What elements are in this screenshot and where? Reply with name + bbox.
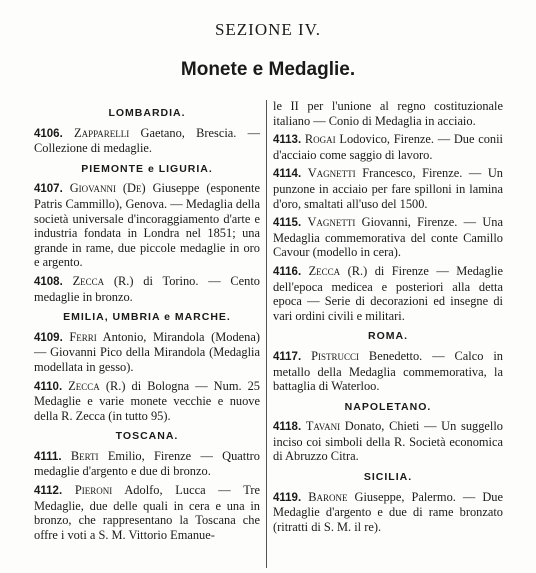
- entry-number: 4119.: [273, 491, 302, 504]
- entry-text: Lodovico, Firenze. — Due conii d'acciaio come saggio di lavoro.: [273, 132, 503, 162]
- catalog-entry: [273, 215, 503, 260]
- catalog-entry: [34, 330, 260, 375]
- catalog-entry: [34, 181, 260, 270]
- entry-text: Antonio, Mirandola (Modena) — Giovanni Pico della Mirandola (Medaglia modellata in gesso).: [34, 329, 260, 374]
- region-heading: SICILIA.: [363, 471, 413, 484]
- entry-number: 4109.: [34, 331, 63, 344]
- entry-text: Donato, Chieti — Un suggello inciso coi simboli della R. Società economica di Abruzzo Citra.: [273, 419, 503, 464]
- entry-number: 4106.: [34, 127, 63, 140]
- entry-number: 4107.: [34, 183, 63, 196]
- region-heading: TOSCANA.: [115, 430, 179, 443]
- entry-number: 4117.: [273, 350, 302, 363]
- exhibitor-name: Berti: [70, 448, 99, 463]
- catalog-entry: [273, 132, 503, 162]
- entry-number: 4113.: [273, 134, 302, 147]
- region-heading: ROMA.: [368, 330, 408, 343]
- catalog-entry: [34, 274, 260, 304]
- column-divider: [266, 100, 267, 568]
- region-heading: NAPOLETANO.: [344, 400, 432, 413]
- exhibitor-name: Vagnetti: [307, 215, 356, 230]
- left-column: [34, 100, 260, 546]
- exhibitor-name: Barone: [308, 489, 348, 504]
- region-heading: EMILIA, UMBRIA e MARCHE.: [63, 311, 231, 324]
- catalog-entry: [34, 379, 260, 424]
- entry-number: 4108.: [34, 275, 63, 288]
- exhibitor-name: Pieroni: [74, 483, 113, 498]
- exhibitor-name: Zecca: [308, 263, 341, 278]
- entry-text: Gaetano, Brescia. — Collezione di medaglie.: [34, 125, 260, 156]
- entry-number: 4111.: [34, 450, 62, 463]
- exhibitor-name: Giovanni (De): [69, 181, 146, 196]
- region-heading: LOMBARDIA.: [108, 107, 186, 119]
- entry-number: 4118.: [273, 421, 302, 434]
- entry-continuation: le II per l'unione al regno costituzionale italiano — Conio di Medaglia in acciaio.: [273, 99, 503, 128]
- exhibitor-name: Rogai: [304, 132, 336, 147]
- entry-text: Giuseppe, Palermo. — Due Medaglie d'argento e due di rame bronzato (ritratti di S. M. il re).: [273, 489, 503, 534]
- exhibitor-name: Pistrucci: [311, 348, 359, 363]
- entry-text: Emilio, Firenze — Quattro medaglie d'argento e due di bronzo.: [34, 448, 260, 479]
- catalog-entry: [273, 166, 503, 211]
- entry-text: (R.) di Torino. — Cento medaglie in bronzo.: [34, 273, 260, 304]
- entry-number: 4116.: [273, 265, 302, 278]
- region-heading: PIEMONTE e LIGURIA.: [81, 162, 213, 175]
- entry-text: Adolfo, Lucca — Tre Medaglie, due delle quali in cera e una in bronzo, che rappresentano la Toscana che offre i voti a S. M. Vittorio Emanue-: [34, 483, 260, 542]
- right-column: [273, 99, 503, 538]
- catalog-entry: [34, 126, 260, 156]
- catalog-entry: [273, 264, 503, 323]
- exhibitor-name: Tavani: [305, 419, 341, 434]
- exhibitor-name: Zecca: [68, 378, 100, 393]
- entry-text: Benedetto. — Calco in metallo della Medaglia commemorativa, la battaglia di Waterloo.: [273, 348, 503, 394]
- entry-number: 4114.: [273, 168, 302, 181]
- entry-number: 4115.: [273, 217, 302, 230]
- entry-text: Giovanni, Firenze. — Una Medaglia commemorativa del conte Camillo Cavour (modello in cera).: [273, 215, 503, 260]
- entry-number: 4110.: [34, 380, 63, 393]
- exhibitor-name: Vagnetti: [307, 166, 356, 181]
- exhibitor-name: Zapparelli: [74, 125, 130, 140]
- catalog-entry: [34, 449, 260, 479]
- section-heading: SEZIONE IV.: [214, 20, 322, 39]
- catalog-entry: [273, 349, 503, 394]
- page-title: Monete e Medaglie.: [180, 59, 356, 80]
- entry-text: (R.) di Bologna — Num. 25 Medaglie e varie monete vecchie e nuove della R. Zecca (in tutto 95).: [34, 378, 260, 423]
- catalog-entry: [273, 419, 503, 464]
- catalog-entry: [34, 483, 260, 542]
- exhibitor-name: Ferri: [69, 329, 97, 344]
- entry-text: Giuseppe (esponente Patris Cammillo), Genova. — Medaglia della società universale d'incoraggiamento d'arte e industria fondata in Londra nel 1851; una grande in rame, due piccole medaglie in oro e argento.: [34, 181, 260, 270]
- entry-text: Francesco, Firenze. — Un punzone in acciaio per fare spilloni in lamina d'oro, smaltati all'uso del 1500.: [273, 166, 503, 211]
- exhibitor-name: Zecca: [72, 273, 105, 288]
- catalog-entry: [273, 490, 503, 535]
- entry-text: (R.) di Firenze — Medaglie dell'epoca medicea e posteriori alla detta epoca — Serie di decorazioni ed insegne di vari ordini civili e militari.: [273, 263, 503, 323]
- entry-number: 4112.: [34, 485, 63, 498]
